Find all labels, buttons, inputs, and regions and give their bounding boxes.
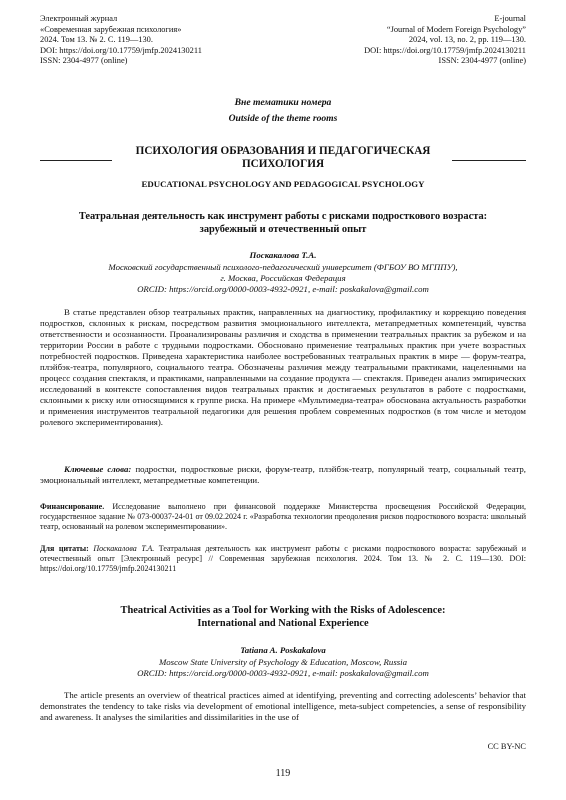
affiliation-ru-line1: Московский государственный психолого-педагогический университет (ФГБОУ ВО МГППУ), [108, 262, 458, 272]
header-right [364, 14, 526, 67]
affiliation-ru-line2: г. Москва, Российская Федерация [220, 273, 346, 283]
funding-label: Финансирование. [40, 502, 105, 511]
keywords-label: Ключевые слова: [64, 464, 132, 474]
abstract-ru: В статье представлен обзор театральных практик, направленных на диагностику, профилактику и коррекцию поведения подростков, склонных к рискам, посредством развития эмоционального интеллекта, метапредметных компетенций, чувства ответственности и осознанности. Проанализированы различия и сходства в применении театральных практик за рубежом и на территории России в работе с трудными подростками. Обосновано применение театральных практик при учете возрастных потребностей подростков. Приведена характеристика наиболее востребованных театральных практик в мире — форум-театра, плэйбэк-театра, популярного, социального театра. Обозначены различия между театральными практиками, нацеленными на процесс создания спектакля, и практиками, направленными на создание продукта — спектакля. Приведен анализ эмпирических исследований в контексте сопоставления видов театральных практик и достигаемых результатов в работе с подростками, склонными к риску или относящимися к группе риска. На примере «Мультимедиа-театра» обоснована актуальность разработки и применения инструментов театральной педагогики для решения проблем современных подростков (в том числе и методом ролевого экспериментирования). [40, 307, 526, 427]
abstract-en: The article presents an overview of theatrical practices aimed at identifying, preventing and correcting adolescents’ behavior that demonstrates the tendency to take risks via development of emotional intelligence, meta-subject competencies, a sense of responsibility and awareness. It analyses the similarities and dissimilarities in the use of [40, 690, 526, 722]
article-title-ru-line1: Театральная деятельность как инструмент работы с рисками подросткового возраста: [78, 211, 488, 222]
header-left [40, 14, 202, 67]
license-label: CC BY-NC [487, 742, 526, 751]
header-right-line: 2024, vol. 13, no. 2, pp. 119—130. [408, 35, 526, 45]
article-title-ru-line2: зарубежный и отечественный опыт [199, 224, 367, 235]
citation-text: Театральная деятельность как инструмент работы с рисками подросткового возраста: зарубежный и отечественный опыт [Электронный ресурс] // Современная зарубежная психология. 2024. Том 13. № 2. С. 119—130. DOI: https://doi.org/10.17759/jmfp.2024130211 [40, 544, 527, 573]
article-title-en-line1: Theatrical Activities as a Tool for Working with the Risks of Adolescence: [120, 605, 446, 616]
citation-label: Для цитаты: [40, 544, 89, 553]
page-number: 119 [275, 768, 291, 779]
header-left-line: Электронный журнал [40, 14, 118, 23]
header-left-line: DOI: https://doi.org/10.17759/jmfp.2024130211 [40, 45, 202, 55]
header-right-line: ISSN: 2304-4977 (online) [438, 56, 526, 66]
orcid-en: ORCID: https://orcid.org/0000-0003-4932-0921, e-mail: poskakalova@gmail.com [137, 668, 429, 678]
citation-note [40, 544, 526, 574]
funding-text: Исследование выполнено при финансовой поддержке Министерства просвещения Российской Федерации, государственное задание № 073-00037-24-01 от 09.02.2024 г. «Разработка технологии преодоления рисков подросткового возраста: школьный театр, основанный на ролевом экспериментировании». [40, 502, 526, 531]
rubric-ru-line1: ПСИХОЛОГИЯ ОБРАЗОВАНИЯ И ПЕДАГОГИЧЕСКАЯ [135, 145, 431, 157]
author-ru: Поскакалова Т.А. [249, 250, 317, 260]
header-left-line: 2024. Том 13. № 2. С. 119—130. [40, 35, 153, 45]
header-right-line: DOI: https://doi.org/10.17759/jmfp.2024130211 [364, 45, 526, 55]
orcid-ru: ORCID: https://orcid.org/0000-0003-4932-0921, e-mail: poskakalova@gmail.com [137, 284, 429, 294]
article-title-en-line2: International and National Experience [197, 618, 369, 629]
affiliation-en: Moscow State University of Psychology & Education, Moscow, Russia [158, 657, 408, 667]
author-en: Tatiana A. Poskakalova [240, 645, 326, 655]
header-left-line: «Современная зарубежная психология» [40, 24, 182, 34]
section-label-ru: Вне тематики номера [234, 97, 332, 108]
funding-note [40, 502, 526, 532]
section-label-en: Outside of the theme rooms [228, 113, 338, 124]
rubric-ru-line2: ПСИХОЛОГИЯ [241, 158, 325, 170]
header-right-line: E-journal [494, 14, 526, 23]
rubric-en: EDUCATIONAL PSYCHOLOGY AND PEDAGOGICAL PSYCHOLOGY [141, 179, 425, 189]
citation-author: Поскакалова Т.А. [88, 544, 155, 553]
keywords-ru [40, 464, 526, 486]
header-left-line: ISSN: 2304-4977 (online) [40, 56, 128, 66]
header-right-line: “Journal of Modern Foreign Psychology” [386, 24, 526, 34]
keywords-text: подростки, подростковые риски, форум-театр, плэйбэк-театр, популярный театр, социальный театр, эмоциональный интеллект, метапредметные компетенции. [40, 464, 527, 485]
